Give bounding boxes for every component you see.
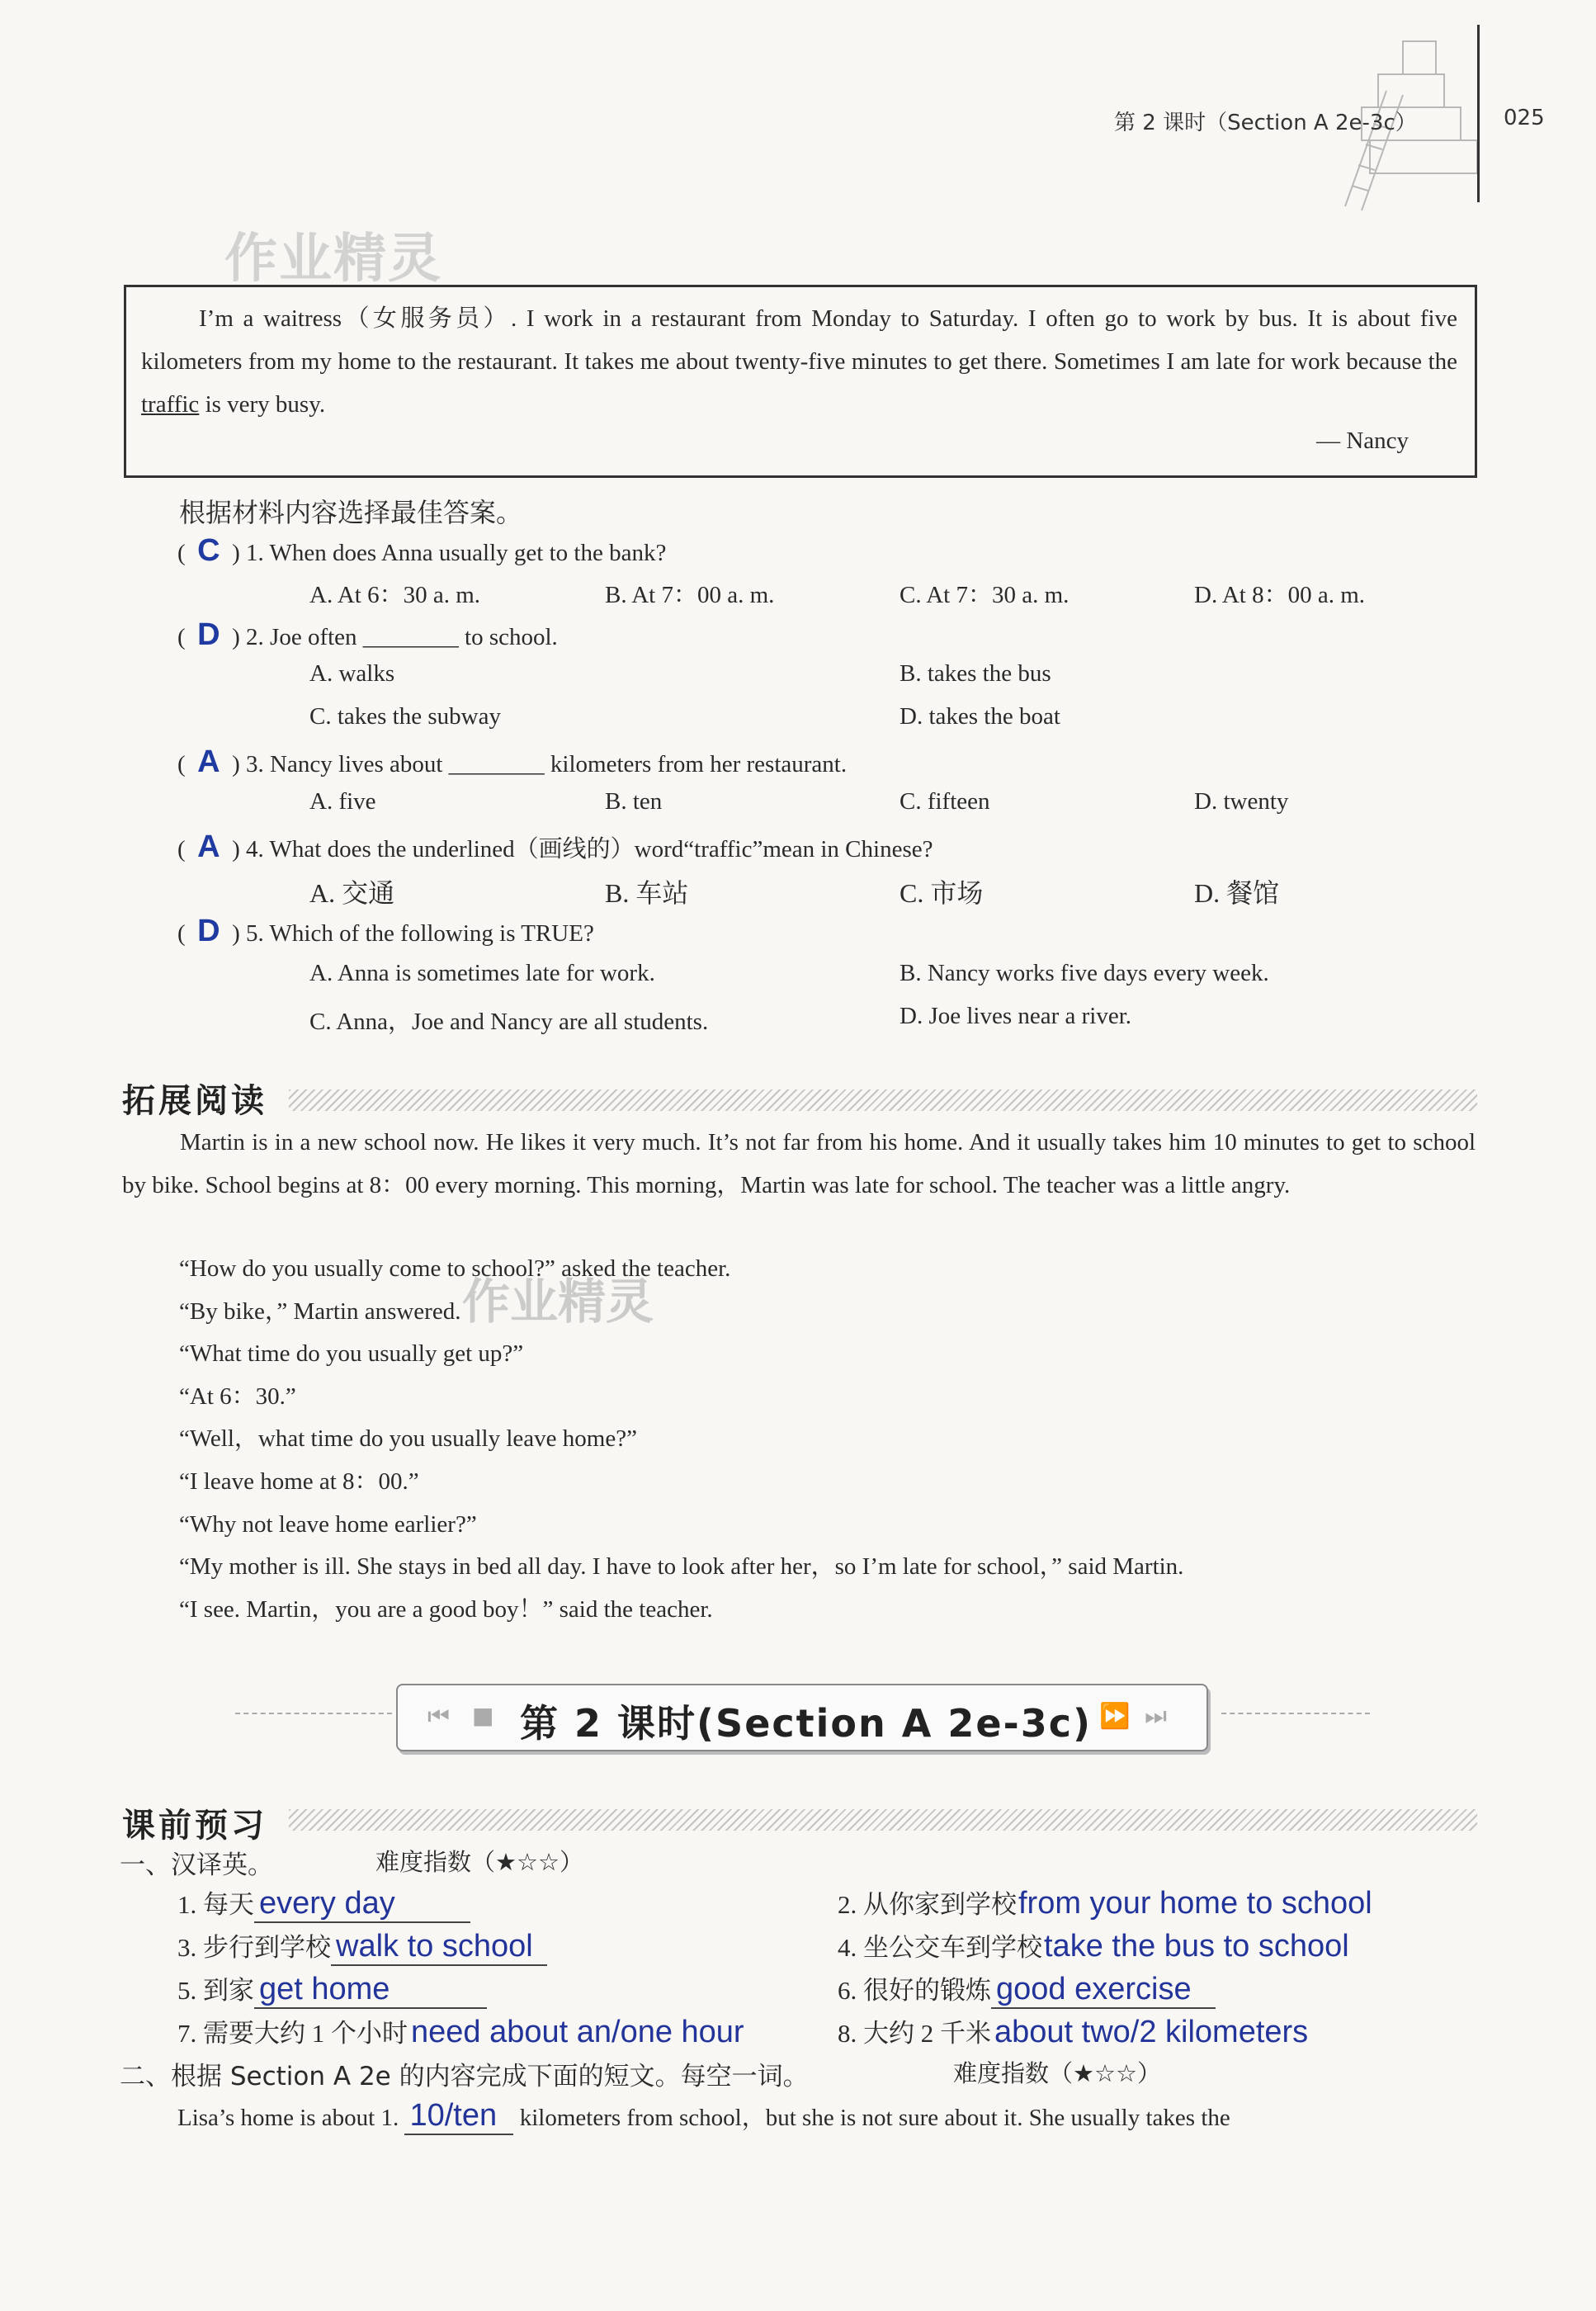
answer-5: D bbox=[197, 914, 220, 948]
page-number: 025 bbox=[1504, 106, 1545, 130]
item-8 bbox=[838, 2012, 1308, 2050]
q1-option-c: C. At 7：30 a. m. bbox=[900, 582, 1070, 608]
q3-option-c: C. fifteen bbox=[900, 788, 990, 815]
passage-signature: — Nancy bbox=[1316, 428, 1409, 454]
question-4: ( A ) 4. What does the underlined（画线的）word“traffic”mean in Chinese? bbox=[177, 829, 933, 864]
item-8-answer: about two/2 kilometers bbox=[994, 2015, 1309, 2049]
q4-option-a: A. 交通 bbox=[309, 878, 395, 908]
item-4 bbox=[838, 1926, 1354, 1964]
item-6-prompt: 6. 很好的锻炼 bbox=[838, 1976, 991, 2005]
watermark: 作业精灵 bbox=[224, 229, 442, 290]
question-4-stem: 4. What does the underlined（画线的）word“traffic”mean in Chinese? bbox=[246, 836, 933, 862]
q2-option-a: A. walks bbox=[309, 660, 395, 687]
item-1 bbox=[177, 1883, 470, 1923]
passage-text bbox=[141, 297, 1457, 426]
item-6-answer: good exercise bbox=[991, 1972, 1216, 2009]
item-2-prompt: 2. 从你家到学校 bbox=[838, 1890, 1017, 1919]
item-2 bbox=[838, 1883, 1377, 1921]
answer-4: A bbox=[197, 829, 220, 864]
question-2-stem: 2. Joe often ________ to school. bbox=[246, 624, 558, 650]
preview-title: 课前预习 bbox=[122, 1807, 267, 1845]
passage-box bbox=[124, 285, 1477, 478]
stop-icon: ■ bbox=[472, 1702, 494, 1729]
instruction: 根据材料内容选择最佳答案。 bbox=[179, 497, 523, 528]
extended-reading-rule bbox=[289, 1089, 1477, 1111]
question-1: ( C ) 1. When does Anna usually get to the bank? bbox=[177, 533, 667, 568]
extended-reading-paragraph: Martin is in a new school now. He likes it very much. It’s not far from his home. And it usually takes him 10 minutes to get to school by bike. School begins at 8：00 every morning. This morning，Martin was late for school. The teacher was a little angry. bbox=[122, 1129, 1476, 1198]
item-3-prompt: 3. 步行到学校 bbox=[177, 1933, 331, 1962]
skip-end-icon: ⏭ bbox=[1145, 1702, 1167, 1731]
item-2-answer: from your home to school bbox=[1018, 1886, 1372, 1921]
dialogue-line: “I leave home at 8：00.” bbox=[179, 1467, 419, 1495]
q4-option-b: B. 车站 bbox=[605, 878, 689, 908]
banner-left-dots bbox=[235, 1713, 392, 1714]
forward-icon: ⏩ bbox=[1099, 1702, 1131, 1731]
question-3-stem: 3. Nancy lives about ________ kilometers from her restaurant. bbox=[246, 751, 848, 777]
passage-body: I’m a waitress（女服务员）. I work in a restaurant from Monday to Saturday. I often go to work by bus. It is about five kilometers from my home to the restaurant. It takes me about twenty-five minutes to get there. Sometimes I am late for work because the bbox=[141, 305, 1457, 375]
header-lesson-label: 第 2 课时（Section A 2e-3c） bbox=[1114, 111, 1417, 135]
item-7-prompt: 7. 需要大约 1 个小时 bbox=[177, 2019, 408, 2048]
q1-option-d: D. At 8：00 a. m. bbox=[1194, 582, 1366, 608]
question-3: ( A ) 3. Nancy lives about ________ kilometers from her restaurant. bbox=[177, 744, 848, 779]
answer-2: D bbox=[197, 617, 220, 652]
q2-option-b: B. takes the bus bbox=[900, 660, 1051, 687]
question-1-stem: 1. When does Anna usually get to the bank? bbox=[246, 540, 667, 566]
q2-option-c: C. takes the subway bbox=[309, 703, 501, 730]
q5-option-a: A. Anna is sometimes late for work. bbox=[309, 960, 655, 986]
item-3-answer: walk to school bbox=[331, 1929, 547, 1966]
item-5 bbox=[177, 1969, 487, 2009]
extended-reading-title: 拓展阅读 bbox=[122, 1082, 267, 1120]
rewind-icon: ⏮ bbox=[427, 1702, 450, 1731]
q1-option-a: A. At 6：30 a. m. bbox=[309, 582, 481, 608]
question-5-stem: 5. Which of the following is TRUE? bbox=[246, 920, 594, 947]
dialogue-line: “At 6：30.” bbox=[179, 1382, 296, 1410]
preview-rule bbox=[289, 1809, 1477, 1831]
item-7-answer: need about an/one hour bbox=[411, 2015, 744, 2049]
q4-option-c: C. 市场 bbox=[900, 878, 984, 908]
item-6 bbox=[838, 1969, 1216, 2009]
item-3 bbox=[177, 1926, 547, 1966]
part2-difficulty: 难度指数（★☆☆） bbox=[953, 2059, 1161, 2087]
underlined-word: traffic bbox=[141, 391, 200, 418]
header-divider bbox=[1477, 25, 1480, 202]
cloze-answer-1: 10/ten bbox=[404, 2098, 513, 2135]
item-4-answer: take the bus to school bbox=[1044, 1929, 1349, 1964]
cloze-end: kilometers from school，but she is not sure about it. She usually takes the bbox=[519, 2105, 1230, 2131]
dialogue-line: “What time do you usually get up?” bbox=[179, 1340, 524, 1368]
dialogue-line: “How do you usually come to school?” asked the teacher. bbox=[179, 1255, 731, 1282]
dialogue bbox=[179, 1248, 1183, 1631]
dialogue-line: “My mother is ill. She stays in bed all day. I have to look after her，so I’m late for school，” said Martin. bbox=[179, 1553, 1184, 1581]
q3-option-a: A. five bbox=[309, 788, 376, 815]
dialogue-line: “Why not leave home earlier?” bbox=[179, 1510, 477, 1538]
cloze-line bbox=[177, 2098, 1230, 2135]
item-5-prompt: 5. 到家 bbox=[177, 1976, 254, 2005]
part1-difficulty: 难度指数（★☆☆） bbox=[375, 1848, 583, 1876]
q5-option-b: B. Nancy works five days every week. bbox=[900, 960, 1269, 986]
passage-body-end: is very busy. bbox=[205, 391, 326, 418]
dialogue-line: “I see. Martin，you are a good boy！” said the teacher. bbox=[179, 1595, 713, 1623]
banner-right-dots bbox=[1221, 1713, 1370, 1714]
question-5: ( D ) 5. Which of the following is TRUE? bbox=[177, 914, 594, 948]
part1-label: 一、汉译英。 bbox=[120, 1850, 273, 1880]
item-8-prompt: 8. 大约 2 千米 bbox=[838, 2019, 991, 2048]
watermark: 作业精灵 bbox=[462, 1274, 654, 1330]
item-5-answer: get home bbox=[254, 1972, 487, 2009]
q3-option-b: B. ten bbox=[605, 788, 663, 815]
q5-option-c: C. Anna，Joe and Nancy are all students. bbox=[309, 1009, 709, 1035]
q5-option-d: D. Joe lives near a river. bbox=[900, 1003, 1132, 1029]
lesson-banner bbox=[396, 1684, 1208, 1751]
item-1-answer: every day bbox=[254, 1886, 470, 1923]
q3-option-d: D. twenty bbox=[1194, 788, 1289, 815]
item-1-prompt: 1. 每天 bbox=[177, 1890, 254, 1919]
dialogue-line: “By bike，” Martin answered. bbox=[179, 1297, 461, 1325]
q2-option-d: D. takes the boat bbox=[900, 703, 1060, 730]
item-4-prompt: 4. 坐公交车到学校 bbox=[838, 1933, 1042, 1962]
q1-option-b: B. At 7：00 a. m. bbox=[605, 582, 775, 608]
q4-option-d: D. 餐馆 bbox=[1194, 878, 1280, 908]
item-7 bbox=[177, 2012, 744, 2050]
lesson-banner-title: 第 2 课时(Section A 2e-3c) bbox=[520, 1701, 1092, 1746]
answer-1: C bbox=[197, 533, 220, 568]
question-2: ( D ) 2. Joe often ________ to school. bbox=[177, 617, 558, 652]
answer-3: A bbox=[197, 744, 220, 779]
part2-label: 二、根据 Section A 2e 的内容完成下面的短文。每空一词。 bbox=[120, 2062, 809, 2091]
cloze-start: Lisa’s home is about 1. bbox=[177, 2105, 399, 2131]
dialogue-line: “Well，what time do you usually leave home?” bbox=[179, 1425, 637, 1453]
